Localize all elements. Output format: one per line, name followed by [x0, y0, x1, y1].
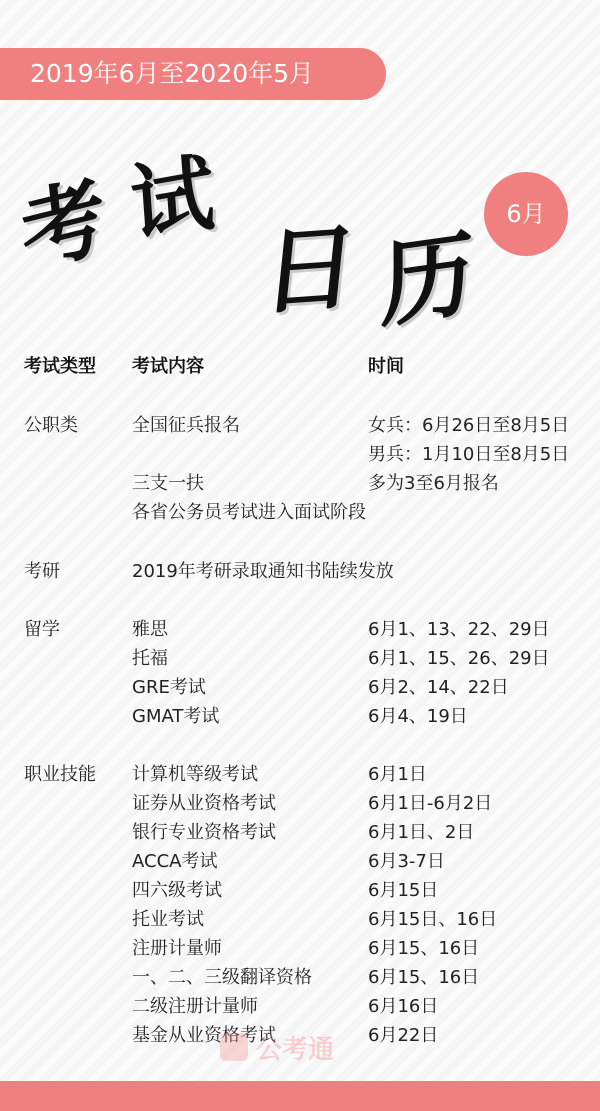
row-time: 6月2、14、22日 — [368, 677, 509, 698]
title-char-2: 试 — [127, 141, 218, 256]
row-content: 四六级考试 — [132, 880, 222, 901]
row-category: 考研 — [24, 561, 60, 582]
month-badge: 6月 — [484, 172, 568, 256]
gongkaotong-logo-icon — [220, 1033, 248, 1061]
row-time: 6月22日 — [368, 1025, 439, 1046]
table-row — [0, 469, 600, 498]
row-content: 各省公务员考试进入面试阶段 — [132, 502, 366, 523]
title-char-3: 日 — [257, 211, 363, 329]
row-content: 一、二、三级翻译资格 — [132, 967, 312, 988]
row-time: 6月15日 — [368, 880, 439, 901]
table-row — [0, 934, 600, 963]
row-time: 6月1、13、22、29日 — [368, 619, 550, 640]
row-content: 2019年考研录取通知书陆续发放 — [132, 561, 394, 582]
row-content: GRE考试 — [132, 677, 206, 698]
row-content: 证券从业资格考试 — [132, 793, 276, 814]
header-time: 时间 — [368, 356, 404, 377]
row-content: 三支一扶 — [132, 473, 204, 494]
row-time: 6月16日 — [368, 996, 439, 1017]
table-row — [0, 411, 600, 440]
table-row — [0, 992, 600, 1021]
table-row — [0, 876, 600, 905]
row-content: 二级注册计量师 — [132, 996, 258, 1017]
table-row — [0, 615, 600, 644]
row-time: 6月15、16日 — [368, 938, 480, 959]
table-row — [0, 905, 600, 934]
row-content: 计算机等级考试 — [132, 764, 258, 785]
table-row — [0, 498, 600, 527]
row-content: GMAT考试 — [132, 706, 220, 727]
table-row — [0, 963, 600, 992]
table-row — [0, 644, 600, 673]
bottom-bar — [0, 1081, 600, 1111]
header-exam-content: 考试内容 — [132, 356, 204, 377]
date-range-banner: 2019年6月至2020年5月 — [0, 48, 386, 100]
row-content: ACCA考试 — [132, 851, 218, 872]
watermark — [220, 1030, 334, 1064]
watermark-text: 公考通 — [256, 1034, 335, 1065]
table-row — [0, 702, 600, 731]
row-time: 6月15、16日 — [368, 967, 480, 988]
table-row — [0, 760, 600, 789]
table-row — [0, 440, 600, 469]
title-char-4: 历 — [380, 218, 474, 343]
row-time: 多为3至6月报名 — [368, 473, 499, 494]
row-category: 公职类 — [24, 415, 78, 436]
row-content: 基金从业资格考试 — [132, 1025, 276, 1046]
row-time: 6月1日、2日 — [368, 822, 475, 843]
row-time: 男兵：1月10日至8月5日 — [368, 444, 570, 465]
row-time: 女兵：6月26日至8月5日 — [368, 415, 570, 436]
table-row — [0, 557, 600, 586]
title-char-1: 考 — [16, 164, 111, 287]
row-time: 6月1日-6月2日 — [368, 793, 493, 814]
page-title — [14, 128, 484, 343]
table-row — [0, 789, 600, 818]
row-time: 6月4、19日 — [368, 706, 468, 727]
row-category: 留学 — [24, 619, 60, 640]
row-time: 6月15日、16日 — [368, 909, 498, 930]
row-time: 6月3-7日 — [368, 851, 445, 872]
table-row — [0, 673, 600, 702]
table-row — [0, 818, 600, 847]
row-time: 6月1日 — [368, 764, 427, 785]
row-content: 托业考试 — [132, 909, 204, 930]
header-exam-type: 考试类型 — [24, 356, 96, 377]
row-time: 6月1、15、26、29日 — [368, 648, 550, 669]
row-content: 银行专业资格考试 — [132, 822, 276, 843]
row-category: 职业技能 — [24, 764, 96, 785]
table-row — [0, 847, 600, 876]
row-content: 托福 — [132, 648, 168, 669]
row-content: 全国征兵报名 — [132, 415, 240, 436]
row-content: 雅思 — [132, 619, 168, 640]
row-content: 注册计量师 — [132, 938, 222, 959]
